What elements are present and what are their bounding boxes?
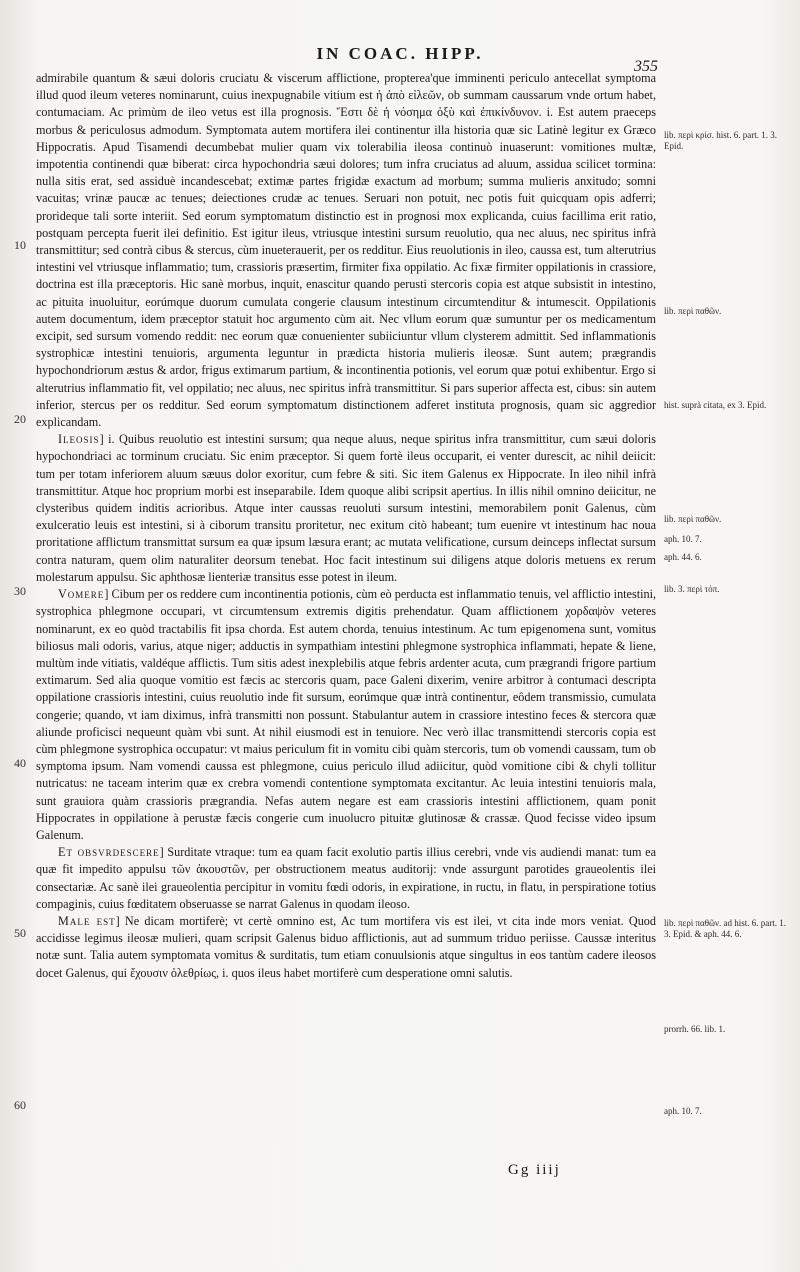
lemma-male-est: Male est <box>58 913 116 928</box>
paragraph-text: admirabile quantum & sæui doloris cruciatu & viscerum afflictione, propterea'que imminenti periculo antecellat symptoma illud quod ileum veteres nominarunt, cuius inexpugnabile vitium est ἡ ἀπὸ εἰλεῶν, ob summam caussarum vnde ortum habet, contumaciam. Ac primùm de ileo vetus est illa prognosis. Ἔστι δὲ ἡ νόσημα ὀξὺ καὶ ἐπικίνδυνον. i. Est autem praeceps morbus & periculosus admodum. Symptomata autem mortifera ilei continentur illa historia quæ sic Latinè legitur ex Græco Hippocratis. Apud Tisamendi decumbebat mulier quam vix tolerabilia ileosa continuò inuaserunt: vomitiones multæ, impotentia continendi quæ biberat: circa hypochondria sæui dolores; tum infra cruciatus ad aluum, assidua scilicet tormina: nulla sitis erat, sed assiduè incandescebat; extimæ partes frigidæ exactum ad morbum; summa mulieris anxitudo; somni vacuitas; vrinæ paucæ ac tenues; deiectiones crudæ ac tenues. Seruari non potuit, nec potis fuit quicquam opis adferri; prorideque tali sorte interiit. Sed eorum symptomatum distinctio est in prognosi mox explicanda, cuius facillima erit ratio, postquam percepta fuerit ilei definitio. Est igitur ileus, vtriusque intestini sursum reuolutio, qua nec aluus, nec spiritus infrà transmittitur; sed contrà cibus & stercus, cùm inueterauerit, per os redditur. Eius reuolutionis in ileo, caussa est, tum alterutrius intestini vel vtriusque inflammatio; tum, crassioris præsertim, firmiter fixa oppilatio. Ac fixæ firmiter oppilationis in crassiore, doctrina est illa præceptoris. Hic sanè morbus, inquit, enascitur quando perusti stercoris copia est atque subsistit in intestino, ac pituita inuoluitur, eorúmque duorum cumulata congerie clausum intestinum circumtenditur & intumescit. Oppilationis autem documentum, idem præceptor statuit hoc argumento cùm ait. Nec vllum eorum quæ sumuntur per os medicamentum excipit, sed sursum vomendo reddit: nec eorum quæ conuenienter subiiciuntur vllum clysterem admittit. Sed inflammationis systrophicæ intestini tenuioris, argumenta leguntur in prædicta historia mulieris ileosæ. Sunt autem; prægrandis hypochondriorum æstus & ardor, frigus extimarum partium, & incontinentia potionis, vel eorum quæ potui exhibentur. Ergo si alterutrius inflammatio fit, vel oppilatio; nec aluus, nec spiritus infrà transmittitur. Si pars superior affecta est, cibus: sin autem inferior, stercus per os redditur. Sed eorum symptomatum distinctionem adferet instituta prognosis, quam sic aggredior explicandam. <box>36 71 656 430</box>
margin-note: aph. 44. 6. <box>664 552 702 562</box>
margin-note: aph. 10. 7. <box>664 534 702 544</box>
paragraph-male-est <box>36 913 656 982</box>
paragraph-text: ] Cibum per os reddere cum incontinentia potionis, cùm eò perducta est inflammatio tenuis, vel afflictio intestini, systrophica phlegmone occupari, vt circumtensum extremis digitis prehendatur. Quam afflictionem χορδαψὸν veteres nominarunt, ex eo quòd tractabilis fit ipsa chorda. Est autem chorda, tenuius intestinum. Ac tum epigenomena sunt, vomitus biliosus mali odoris, varius, atque niger; adductis in sympathiam intestini phlegmone systrophica inflammati, hepate & liene, multùm inde vitiatis, valdéque afflictis. Tum sitis adest inexplebilis atque febris ardenter acuta, cum prægrandi frigore partium extimarum. Sed alia quoque vomitio est fæcis ac stercoris quam, pace Galeni dixerim, venire arbitror à contumaci descripta oppilatione crassioris intestini, cuius reuolutio inde fit sursum, eorúmque quæ intrà continentur, eôdem transmissio, cumulata congerie; quando, vt iam diximus, infrà transmitti non possunt. Stabulantur autem in crassiore intestino feces & stercora quæ aliunde proficisci nequeunt quàm vbi sunt. At nihil eiusmodi est in tenuiore. Nec verò illac transmittendi stercoris copia est cùm phlegmone systrophica occupatur: vt maius periculum fit in vomitu cibi quàm stercoris, tum ob vomendi caussam, tum ob symptoma ipsum. Nam vomendi caussa est phlegmone, cuius periculo illud adiicitur, quòd vomitione cibi & chyli tollitur nutricatus: ne taceam interim quæ ex crebra vomendi contentione symptomata excitantur. Ac leuia intestini tenuioris mala, sunt grauiora quàm crassioris prægrandia. Nefas autem negare est eam crassioris intestini afflictionem, quam ponit Hippocrates in oppilatione à perustæ fæcis congerie cum inuolucro pituitæ glutinosæ & crassæ. Quod fecisse video ipsum Galenum. <box>36 587 656 842</box>
line-number: 20 <box>14 412 26 426</box>
signature-mark: Gg iiij <box>508 1162 561 1178</box>
margin-note: lib. περὶ παθῶν. ad hist. 6. part. 1. 3. Epid. & aph. 44. 6. <box>664 918 787 939</box>
line-number: 50 <box>14 926 26 940</box>
paragraph-text: ] i. Quibus reuolutio est intestini sursum; qua neque aluus, neque spiritus infra transmittitur, cum sæui doloris hypochondriaci ac torminum cruciatu. Sic enim præceptor. Si quem fortè ileus occuparit, ei venter durescit, ac nihil deiicit: tum per totam inferiorem aluum sæuus dolor exoritur, cum febre & siti. Sic item Galenus ex Hippocrate. In ileo nihil infrà transmittitur. Atque hoc proprium morbi est inseparabile. Idem quoque alibi scripsit apertius. In illis nihil omnino deiicitur, ne clysteribus quidem inditis acrioribus. Atque inter caussas reuoluti sursum intestini, memorabilem ponit Galenus, cùm exulceratio leuis est intestini, si à ciborum transitu proritetur, nec exitum citò habeant; tum euenire vt intestinum hac noua proritatione afflictum transmittat sursum ea quæ ipsum læsura erant; ac mutata velificatione, cursum deinceps inflectat sursum contra naturam, quem olim naturaliter deorsum tenebat. Hoc facit intestinum sui diligens atque doloris metuens ex rerum molestarum appulsu. Sic aphthosæ lienteriæ transitus esse potest in ileum. <box>36 432 656 584</box>
line-number: 40 <box>14 756 26 770</box>
margin-note: hist. suprà citata, ex 3. Epid. <box>664 400 767 410</box>
margin-note: aph. 10. 7. <box>664 1106 702 1116</box>
margin-note: lib. περὶ παθῶν. <box>664 306 722 316</box>
margin-note: lib. περὶ κρίσ. hist. 6. part. 1. 3. Epid. <box>664 130 778 151</box>
paragraph-vomere <box>36 586 656 844</box>
line-number: 10 <box>14 238 26 252</box>
margin-note: lib. περὶ παθῶν. <box>664 514 722 524</box>
paragraph-text: ] Ne dicam mortiferè; vt certè omnino est, Ac tum mortifera vis est ilei, vt cita inde mors veniat. Quod accidisse legimus ileosæ mulieri, quam scripsit Galenus biduo afflictionis, aut ad summum triduo periisse. Caussæ interitus notæ sunt. Talia autem symptomata vomitus & surditatis, tum etiam conuulsionis atque singultus in eos tantùm cadere ileosos docet Galenus, qui ἔχουσιν ὀλεθρίως, i. quos ileus habet mortiferè cum desperatione omni salutis. <box>36 913 656 980</box>
lemma-obsurdescere: Et obsvrdescere <box>58 845 160 860</box>
margin-note: lib. 3. περὶ τόπ. <box>664 584 720 594</box>
main-text <box>36 70 656 982</box>
line-number: 30 <box>14 584 26 598</box>
page-number: 355 <box>634 58 658 75</box>
paragraph-obsurdescere <box>36 844 656 913</box>
line-number: 60 <box>14 1098 26 1112</box>
lemma-vomere: Vomere <box>58 587 105 602</box>
running-head: IN COAC. HIPP. <box>316 44 484 63</box>
paragraph-intro <box>36 70 656 431</box>
paragraph-text: ] Surditate vtraque: tum ea quam facit exolutio partis illius cerebri, vnde vis audiendi manat: tum ea quæ fit impedito appulsu τῶν ἀκουστῶν, per obstructionem meatus auditorij: vnde assurgunt parotides graueolentis ilei consectariæ. Ac sanè ilei graueolentia percipitur in vomitu fœdi odoris, in expiratione, in ructu, in flatu, in perspiratione totius compaginis, cuius fœditatem obseruasse se narrat Galenus in quodam ileoso. <box>36 845 656 911</box>
lemma-ileosis: Ileosis <box>58 432 100 447</box>
paragraph-ileosis <box>36 431 656 586</box>
margin-note: prorrh. 66. lib. 1. <box>664 1024 726 1034</box>
